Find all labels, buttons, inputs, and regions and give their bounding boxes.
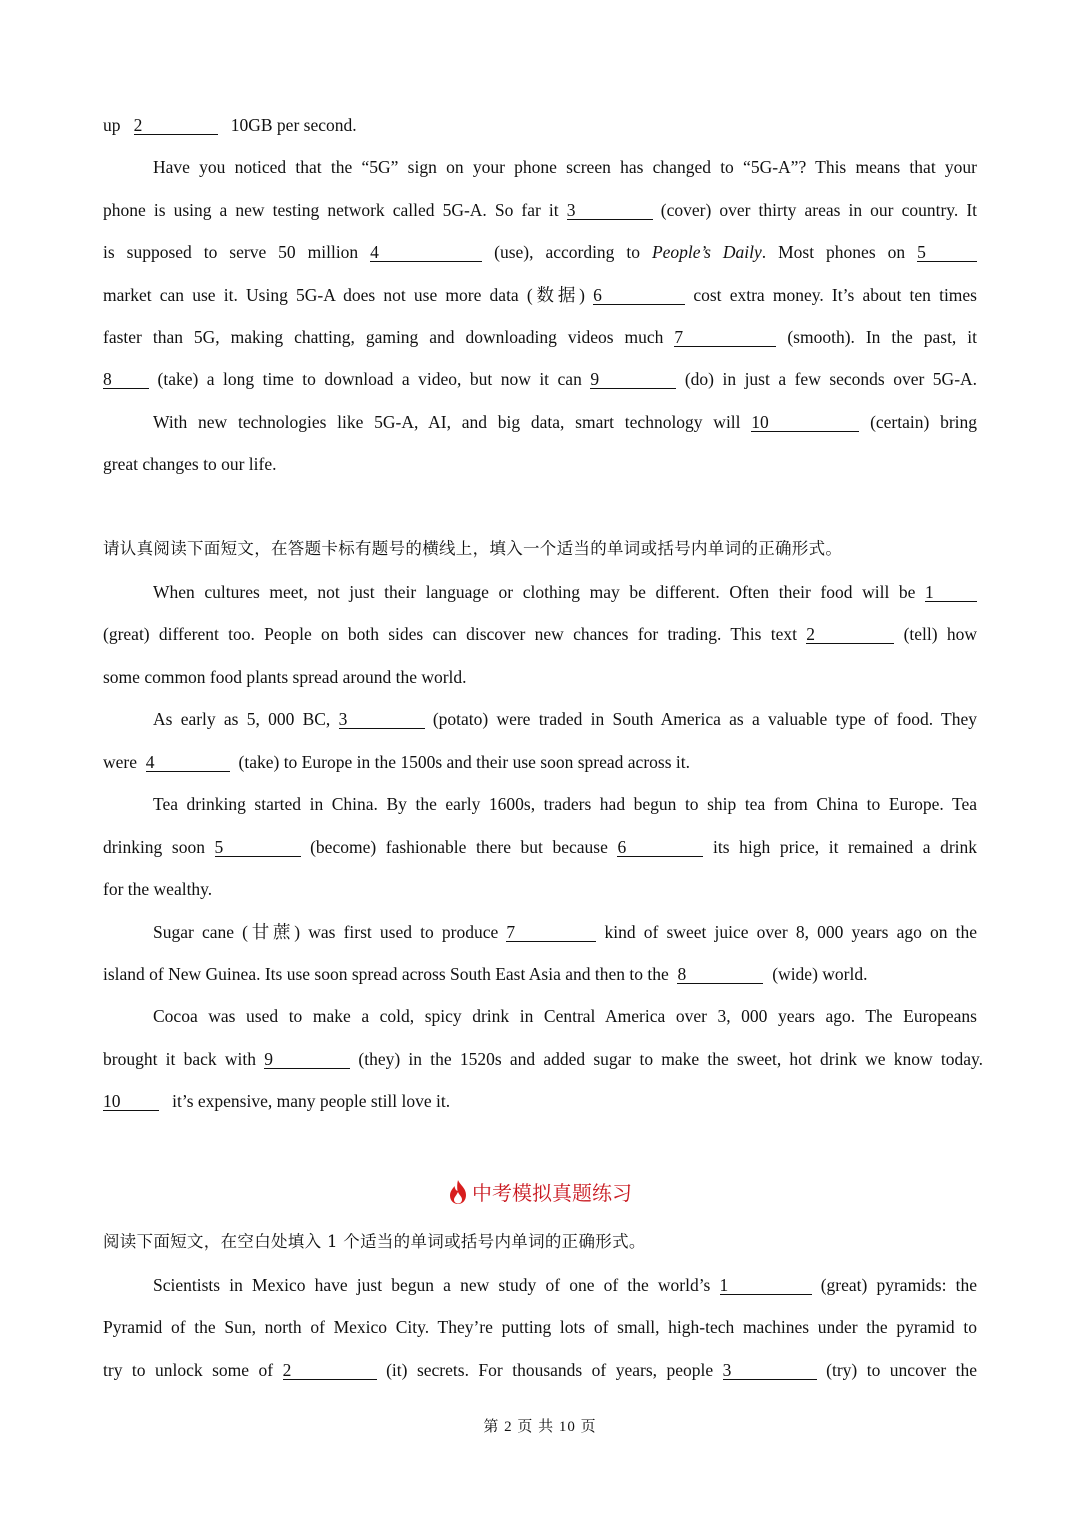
p3-line-2: Pyramid of the Sun, north of Mexico City. They’re putting lots of small, high-tech machines under the pyramid to (103, 1317, 977, 1337)
p2-line-2: (great) different too. People on both sides can discover new chances for trading. This text 2 (tell) how (103, 624, 978, 644)
p1-line-7: 8 (take) a long time to download a video, but now it can 9 (do) in just a few seconds over 5G-A. (103, 369, 978, 389)
blank-p2-4[interactable]: 4 (146, 753, 230, 772)
blank-p2-10[interactable]: 10 (103, 1092, 159, 1111)
p2-line-13: 10 it’s expensive, many people still love it. (103, 1091, 451, 1111)
p1-line-8: With new technologies like 5G-A, AI, and big data, smart technology will 10 (certain) bring (153, 412, 978, 432)
blank-p3-3[interactable]: 3 (723, 1361, 817, 1380)
blank-10[interactable]: 10 (751, 413, 859, 432)
page-footer: 第 2 页 共 10 页 (483, 1419, 597, 1435)
p1-line-6: faster than 5G, making chatting, gaming and downloading videos much 7 (smooth). In the past, it (103, 327, 978, 347)
p2-line-12: brought it back with 9 (they) in the 1520s and added sugar to make the sweet, hot drink we know today. (103, 1049, 984, 1069)
flame-icon (448, 1179, 468, 1205)
p2-line-8: for the wealthy. (103, 879, 213, 899)
p1-line-9: great changes to our life. (103, 454, 277, 474)
blank-2[interactable]: 2 (134, 116, 218, 135)
p1-line-4: is supposed to serve 50 million 4 (use), according to People’s Daily. Most phones on 5 (103, 239, 977, 265)
blank-p2-7[interactable]: 7 (506, 923, 596, 942)
p2-line-11: Cocoa was used to make a cold, spicy drink in Central America over 3, 000 years ago. The Europeans (153, 1006, 977, 1026)
blank-p2-9[interactable]: 9 (264, 1050, 350, 1069)
p3-instruction: 阅读下面短文，在空白处填入 1 个适当的单词或括号内单词的正确形式。 (103, 1232, 646, 1251)
blank-p3-1[interactable]: 1 (720, 1276, 812, 1295)
blank-9[interactable]: 9 (590, 370, 676, 389)
p2-line-3: some common food plants spread around the world. (103, 667, 467, 687)
p3-line-3: try to unlock some of 2 (it) secrets. For thousands of years, people 3 (try) to uncover the (103, 1360, 978, 1380)
blank-p2-3[interactable]: 3 (339, 710, 425, 729)
blank-p2-1[interactable]: 1 (925, 583, 977, 602)
p2-line-1: When cultures meet, not just their language or clothing may be different. Often their food will be 1 (153, 579, 977, 605)
p1-line-3: phone is using a new testing network called 5G-A. So far it 3 (cover) over thirty areas in our country. It (103, 200, 978, 220)
blank-p2-8[interactable]: 8 (677, 965, 763, 984)
blank-8[interactable]: 8 (103, 370, 149, 389)
p1-line-2: Have you noticed that the “5G” sign on your phone screen has changed to “5G-A”? This means that your (153, 157, 977, 177)
blank-4[interactable]: 4 (370, 243, 482, 262)
blank-6[interactable]: 6 (593, 286, 685, 305)
p2-instruction: 请认真阅读下面短文，在答题卡标有题号的横线上，填入一个适当的单词或括号内单词的正确形式。 (103, 539, 843, 558)
blank-p2-5[interactable]: 5 (215, 838, 301, 857)
p2-line-4: As early as 5, 000 BC, 3 (potato) were traded in South America as a valuable type of food. They (153, 709, 977, 729)
newspaper-title: People’s Daily (651, 242, 762, 262)
blank-3[interactable]: 3 (567, 201, 653, 220)
p2-line-9: Sugar cane (甘蔗) was first used to produce 7 kind of sweet juice over 8, 000 years ago on the (153, 922, 977, 942)
blank-p2-6[interactable]: 6 (617, 838, 703, 857)
p2-line-10: island of New Guinea. Its use soon spread across South East Asia and then to the 8 (wide) world. (103, 964, 868, 984)
section-heading (0, 1178, 1080, 1208)
blank-p3-2[interactable]: 2 (283, 1361, 377, 1380)
p2-line-7: drinking soon 5 (become) fashionable there but because 6 its high price, it remained a drink (103, 837, 978, 857)
p1-line-1: up 2 10GB per second. (103, 115, 357, 135)
p2-line-6: Tea drinking started in China. By the early 1600s, traders had begun to ship tea from China to Europe. Tea (153, 794, 977, 814)
p1-line-5: market can use it. Using 5G-A does not use more data (数据) 6 cost extra money. It’s about ten times (103, 285, 977, 305)
section-title: 中考模拟真题练习 (472, 1181, 632, 1205)
blank-p2-2[interactable]: 2 (806, 625, 894, 644)
p3-line-1: Scientists in Mexico have just begun a new study of one of the world’s 1 (great) pyramids: the (153, 1275, 977, 1295)
blank-5[interactable]: 5 (917, 243, 977, 262)
blank-7[interactable]: 7 (674, 328, 776, 347)
p2-line-5: were 4 (take) to Europe in the 1500s and their use soon spread across it. (103, 752, 690, 772)
